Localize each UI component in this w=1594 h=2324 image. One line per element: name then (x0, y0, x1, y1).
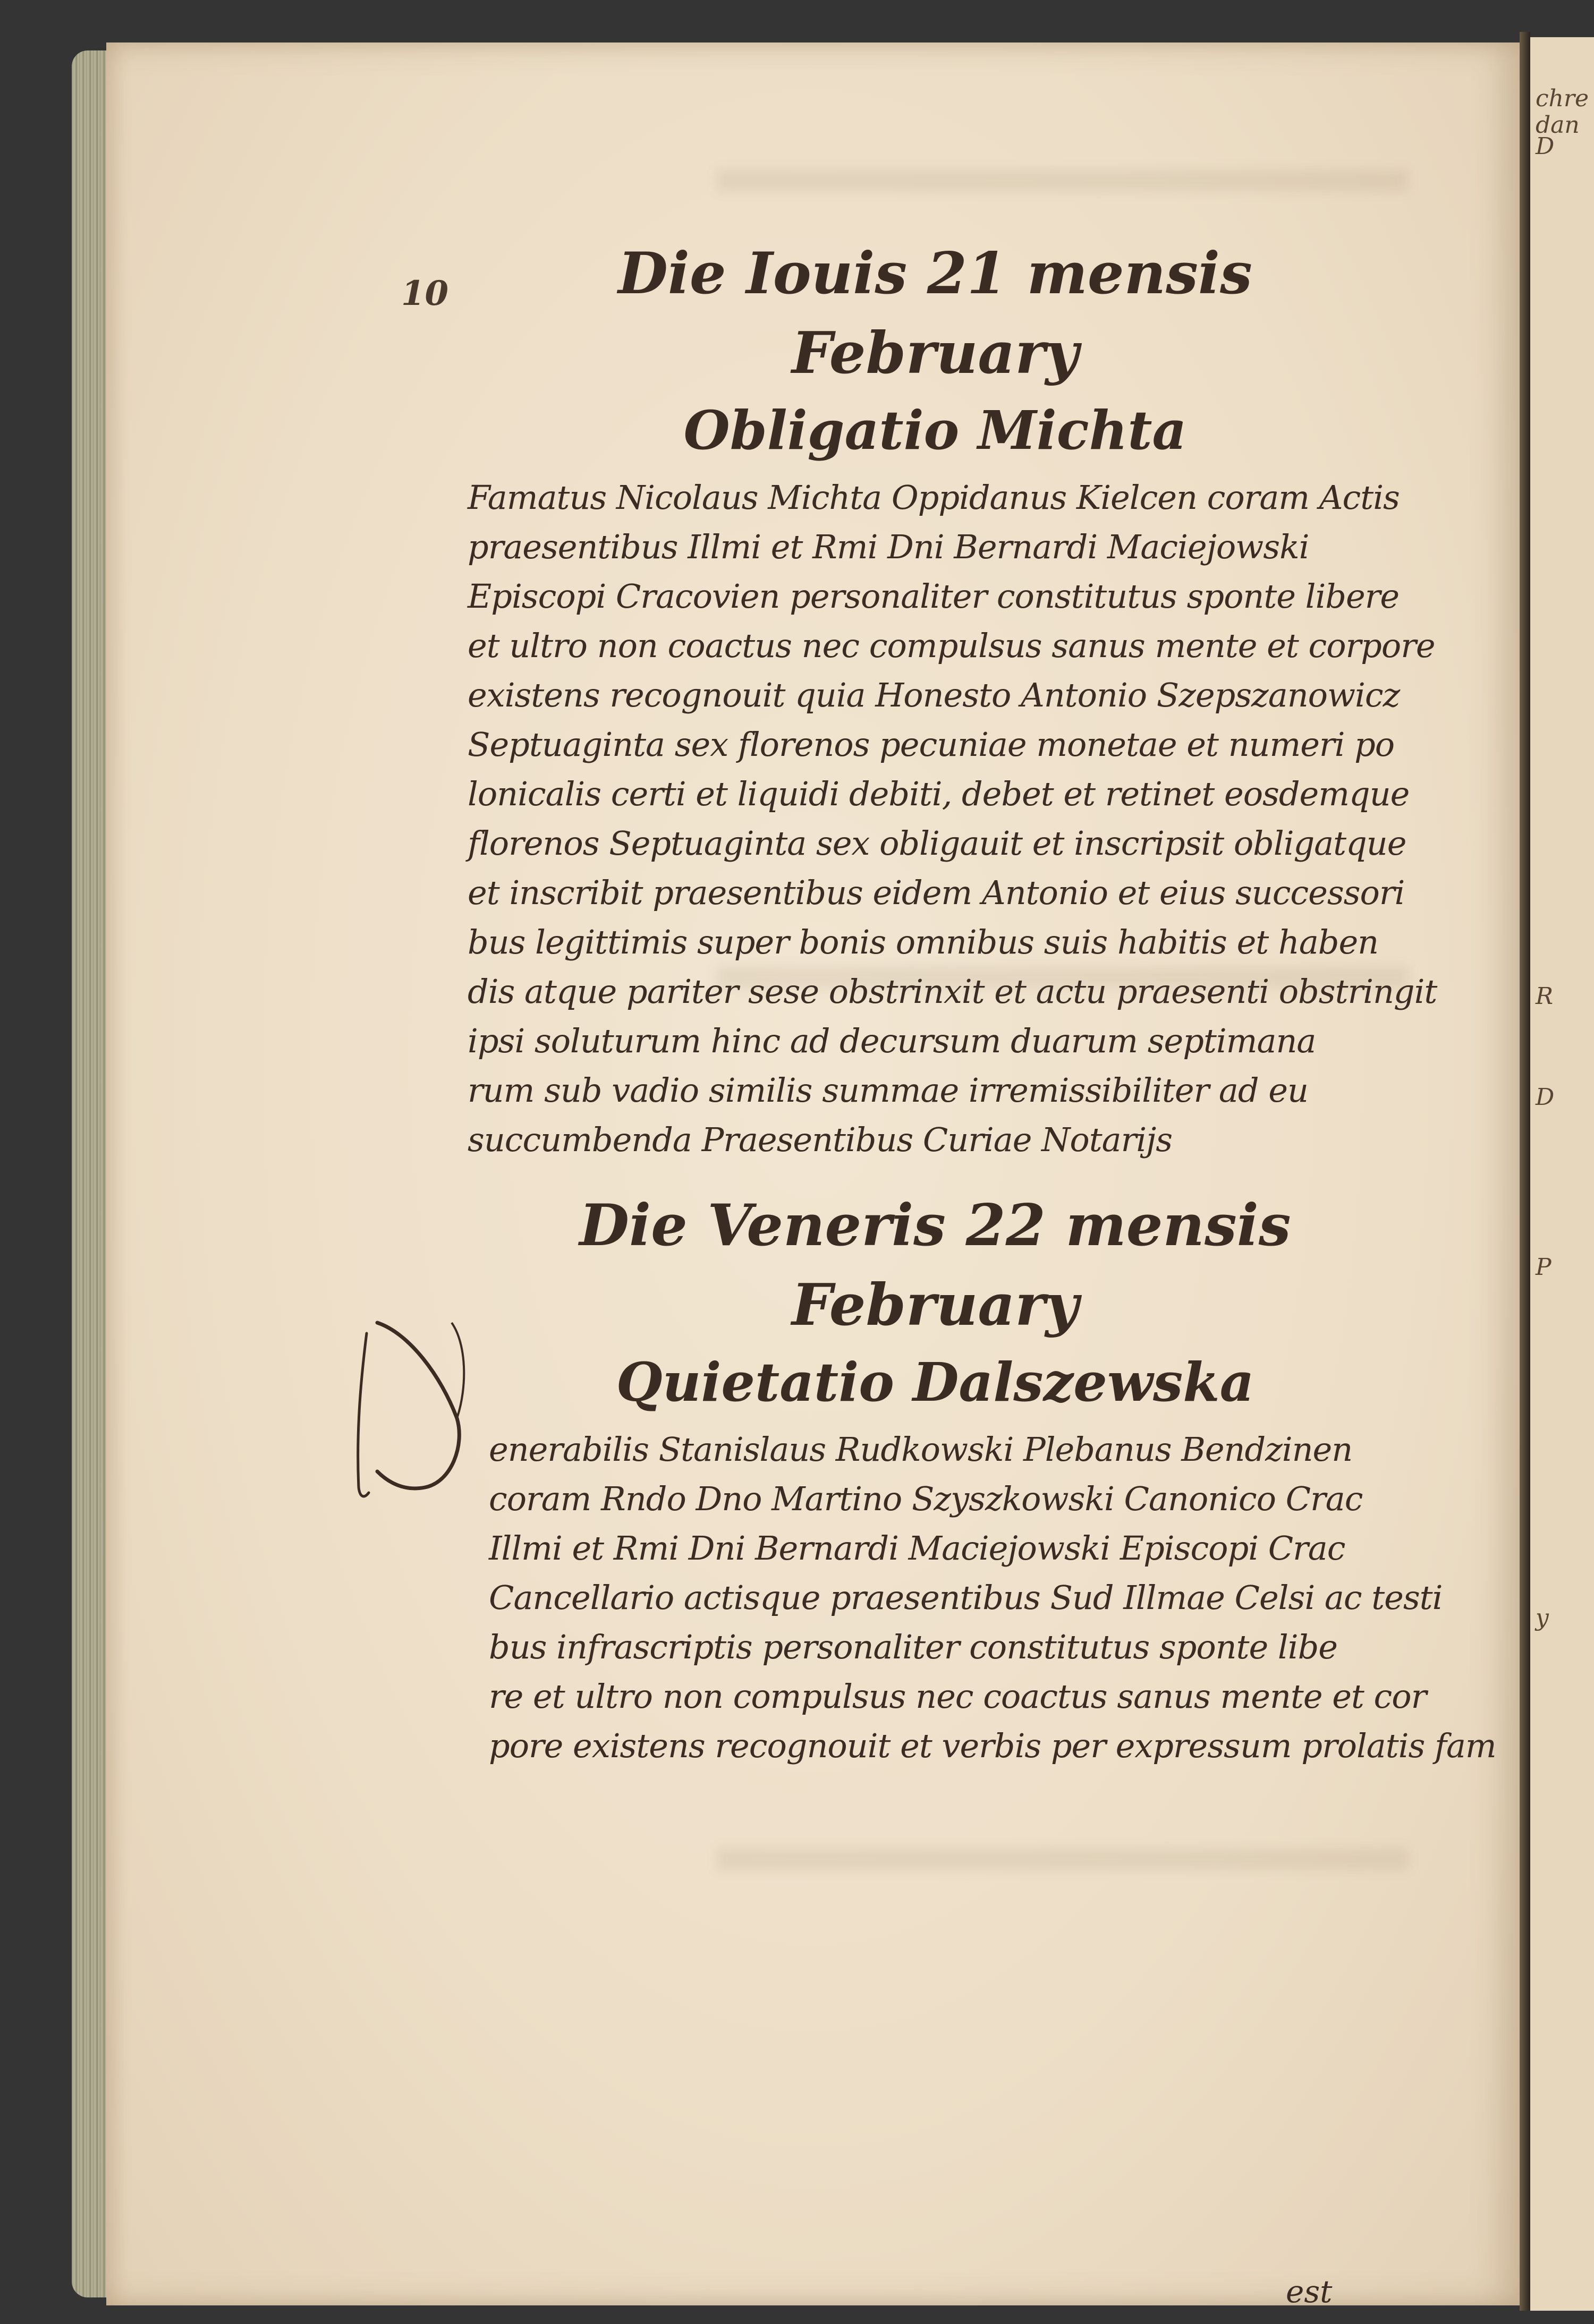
facing-page-fragment: R (1536, 983, 1554, 1010)
facing-page-fragment: y (1536, 1604, 1549, 1631)
text-line: succumbenda Praesentibus Curiae Notarijs (468, 1120, 1173, 1159)
text-line: Septuaginta sex florenos pecuniae monetae et numeri po (468, 725, 1395, 764)
text-line: re et ultro non compulsus nec coactus sanus mente et cor (489, 1677, 1427, 1716)
text-line: Episcopi Cracovien personaliter constitutus sponte libere (468, 577, 1400, 616)
text-line: et ultro non coactus nec compulsus sanus mente et corpore (468, 626, 1435, 665)
text-line: Famatus Nicolaus Michta Oppidanus Kielcen coram Actis (468, 478, 1400, 517)
facing-page-fragment: dan (1536, 112, 1580, 139)
facing-page-fragment: P (1536, 1254, 1551, 1281)
text-line: bus legittimis super bonis omnibus suis habitis et haben (468, 923, 1379, 961)
text-line: Cancellario actisque praesentibus Sud Illmae Celsi ac testi (489, 1578, 1443, 1617)
decorated-initial-v-icon (345, 1312, 468, 1503)
text-line: lonicalis certi et liquidi debiti, debet et retinet eosdemque (468, 774, 1410, 813)
facing-page-fragment: D (1536, 1084, 1555, 1111)
text-line: rum sub vadio similis summae irremissibiliter ad eu (468, 1071, 1308, 1110)
entry-body (468, 473, 1437, 1164)
facing-page-fragment: D (1536, 133, 1555, 160)
facing-page-edge (1530, 37, 1594, 2311)
ink-bleed-through (717, 170, 1408, 191)
entry-obligatio (468, 234, 1437, 1164)
catchword: est (1286, 2274, 1333, 2310)
text-line: ipsi soluturum hinc ad decursum duarum septimana (468, 1021, 1316, 1060)
entry-date-heading: Die Iouis 21 mensis February (618, 240, 1252, 387)
text-line: praesentibus Illmi et Rmi Dni Bernardi Maciejowski (468, 527, 1309, 566)
text-line: dis atque pariter sese obstrinxit et actu praesenti obstringit (468, 972, 1437, 1011)
entry-body (468, 1425, 1496, 1770)
text-line: et inscribit praesentibus eidem Antonio et eius successori (468, 873, 1405, 912)
entry-title: Obligatio Michta (683, 399, 1187, 462)
ink-bleed-through (717, 1849, 1408, 1870)
book-gutter (1520, 32, 1530, 2311)
text-line: coram Rndo Dno Martino Szyszkowski Canonico Crac (489, 1479, 1363, 1518)
text-line: bus infrascriptis personaliter constitutus sponte libe (489, 1628, 1337, 1666)
text-line: enerabilis Stanislaus Rudkowski Plebanus Bendzinen (489, 1430, 1353, 1469)
entry-quietatio (468, 1186, 1496, 1770)
entry-title: Quietatio Dalszewska (616, 1351, 1254, 1414)
text-line: florenos Septuaginta sex obligauit et inscripsit obligatque (468, 824, 1406, 863)
manuscript-text (468, 234, 1496, 1770)
text-line: Illmi et Rmi Dni Bernardi Maciejowski Episcopi Crac (489, 1529, 1345, 1568)
folio-number: 10 (401, 274, 449, 313)
facing-page-fragment: chre (1536, 85, 1589, 112)
text-line: pore existens recognouit et verbis per expressum prolatis fam (489, 1726, 1496, 1765)
entry-date-heading: Die Veneris 22 mensis February (579, 1192, 1291, 1339)
text-line: existens recognouit quia Honesto Antonio Szepszanowicz (468, 676, 1400, 714)
